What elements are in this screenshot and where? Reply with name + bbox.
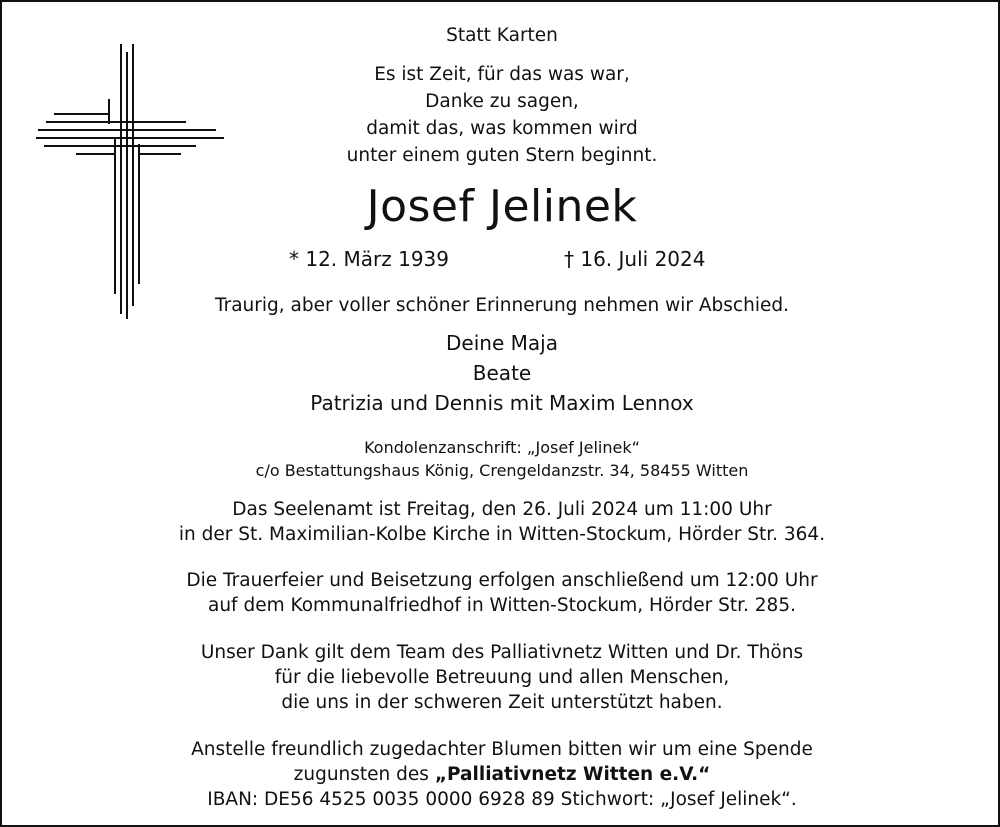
donation-text: Anstelle freundlich zugedachter Blumen bitten wir um eine Spende <box>191 739 813 760</box>
mourner-name: Beate <box>472 361 532 385</box>
death-date: † 16. Juli 2024 <box>564 247 706 271</box>
mourner-name: Patrizia und Dennis mit Maxim Lennox <box>310 391 694 415</box>
header-text: Statt Karten <box>446 25 558 46</box>
thanks-text: für die liebevolle Betreuung und allen Menschen, <box>274 667 730 688</box>
condolence-address: c/o Bestattungshaus König, Crengeldanzstr. 34, 58455 Witten <box>255 461 749 480</box>
donation-bank-details: IBAN: DE56 4525 0035 0000 6928 89 Stichwort: „Josef Jelinek“. <box>207 789 797 810</box>
farewell-text: Traurig, aber voller schöner Erinnerung nehmen wir Abschied. <box>215 295 789 316</box>
donation-organization: „Palliativnetz Witten e.V.“ <box>434 764 711 785</box>
burial-text: auf dem Kommunalfriedhof in Witten-Stockum, Hörder Str. 285. <box>208 595 796 616</box>
poem-line: unter einem guten Stern beginnt. <box>346 145 658 166</box>
requiem-text: in der St. Maximilian-Kolbe Kirche in Witten-Stockum, Hörder Str. 364. <box>178 524 826 545</box>
donation-text <box>2 763 1000 787</box>
thanks-text: Unser Dank gilt dem Team des Palliativnetz Witten und Dr. Thöns <box>200 642 804 663</box>
deceased-name: Josef Jelinek <box>366 181 638 232</box>
thanks-text: die uns in der schweren Zeit unterstützt haben. <box>281 692 723 713</box>
burial-text: Die Trauerfeier und Beisetzung erfolgen anschließend um 12:00 Uhr <box>186 570 818 591</box>
donation-prefix: zugunsten des <box>293 764 435 785</box>
poem-line: damit das, was kommen wird <box>366 118 638 139</box>
birth-date: * 12. März 1939 <box>289 247 450 271</box>
condolence-address: Kondolenzanschrift: „Josef Jelinek“ <box>364 438 640 457</box>
mourner-name: Deine Maja <box>446 331 558 355</box>
requiem-text: Das Seelenamt ist Freitag, den 26. Juli 2024 um 11:00 Uhr <box>232 499 772 520</box>
poem-line: Es ist Zeit, für das was war, <box>374 64 630 85</box>
poem-line: Danke zu sagen, <box>425 91 579 112</box>
